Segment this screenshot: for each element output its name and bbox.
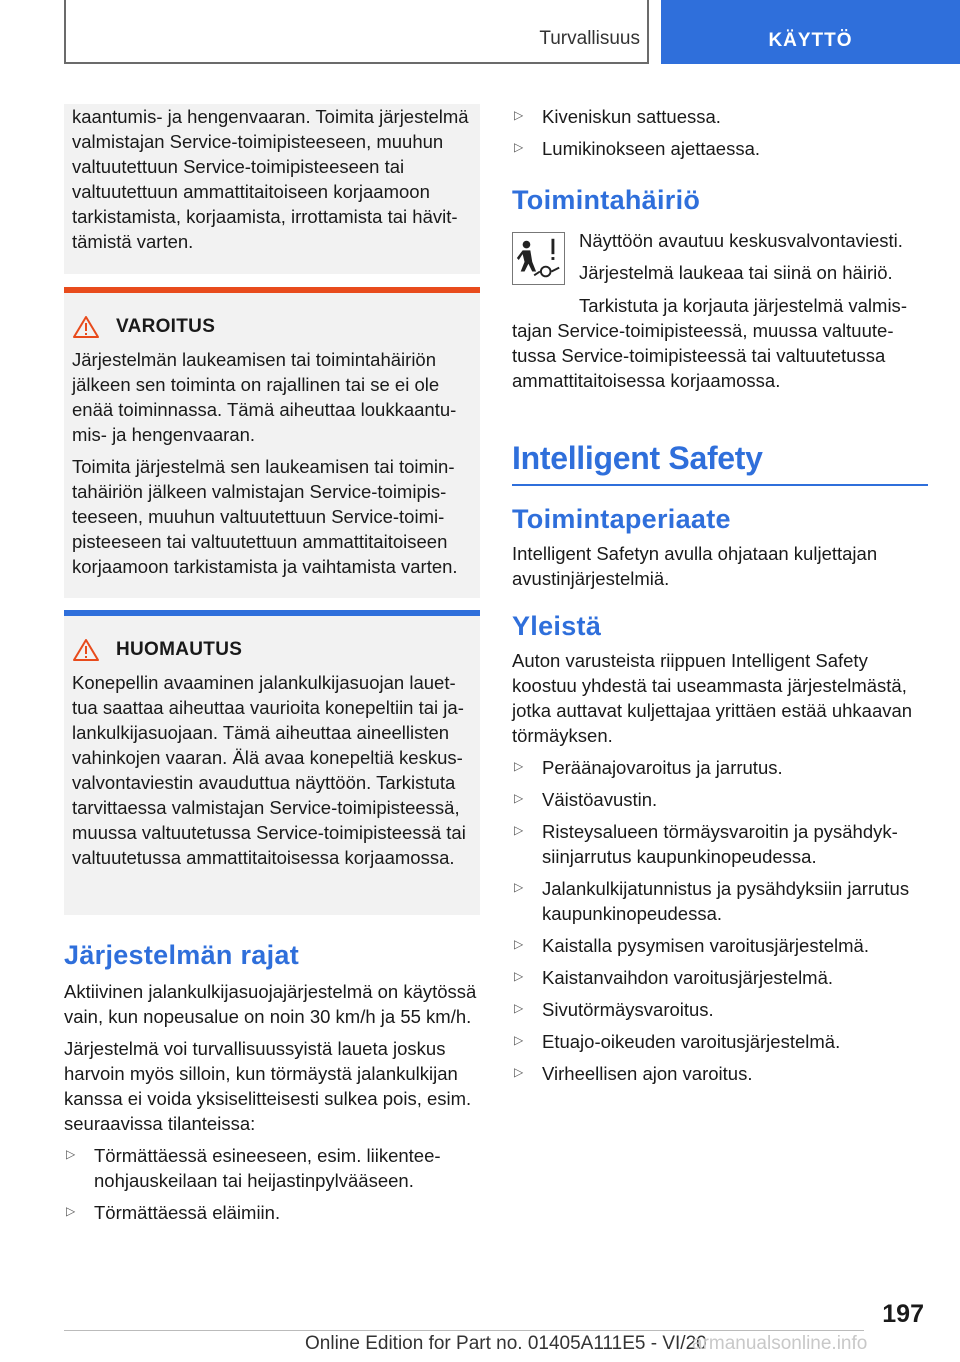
list-item: ▷ Sivutörmäysvaroitus.	[514, 999, 714, 1020]
warning-title-row	[72, 315, 472, 339]
limits-heading: Järjestelmän rajat	[64, 940, 300, 970]
note-title-row	[72, 638, 472, 662]
header-section-title: Turvallisuus	[539, 28, 640, 49]
list-item: ▷ Kaistalla pysymisen varoitusjärjestelmä.	[514, 935, 869, 956]
malfunction-paragraph-1: Näyttöön avautuu keskusvalvontaviesti.	[579, 230, 903, 251]
list-item: ▷ Kaistanvaihdon varoitusjärjestelmä.	[514, 967, 834, 988]
note-paragraph: Konepellin avaaminen jalankulkijasuojan lauettua saattaa aiheuttaa vaurioita konepeltiin tai jalankulkijasuojaan. Tämä aiheuttaa aineellisten vahinkojen vaaran. Älä avaa konepeltiä keskusvalvontaviestin avauduttua näyttöön. Tarkistuta tarvittaessa valmistajan Service-toimipisteessä, muussa valtuutetussa Service-toimipisteessä tai valtuutetussa ammattitaitoisessa korjaamossa.	[72, 672, 466, 868]
malfunction-paragraph-3: Tarkistuta ja korjauta järjestelmä valmistajan Service-toimipisteessä, muussa valtuutetussa Service-toimipisteessä tai valtuutetussa ammattitaitoisessa korjaamossa.	[512, 295, 907, 391]
limits-paragraph-2: Järjestelmä voi turvallisuussyistä laueta joskus harvoin myös silloin, kun törmäystä jalankulkijan kanssa ei voida yksiselitteisesti sulkea pois, esim. seuraavissa tilanteissa:	[64, 1038, 472, 1134]
system-malfunction-icon	[512, 232, 565, 285]
list-item: ▷ Etuajo-oikeuden varoitusjärjestelmä.	[514, 1031, 841, 1052]
triangle-bullet-icon: ▷	[66, 1204, 76, 1218]
header-chapter-tab: KÄYTTÖ	[661, 0, 960, 64]
triangle-bullet-icon: ▷	[514, 1033, 524, 1047]
limits-paragraph-1: Aktiivinen jalankulkijasuojajärjestelmä on käytössä vain, kun nopeusalue on noin 30 km/h ja 55 km/h.	[64, 981, 477, 1027]
top-bullets	[512, 104, 928, 168]
chapter-title: Intelligent Safety	[512, 440, 763, 476]
caution-triangle-icon	[72, 638, 100, 662]
title-underline	[512, 484, 928, 486]
warning-paragraph-2: Toimita järjestelmä sen laukeamisen tai toimintahäiriön jälkeen valmistajan Service-toimipisteeseen, muuhun valtuutettuun Service-toimipisteeseen tai valtuutettuun ammattitaitoiseen korjaamoon tarkistamista ja vaihtamista varten.	[72, 456, 458, 577]
warning-box	[64, 287, 480, 598]
right-column	[512, 0, 928, 1362]
note-title: HUOMAUTUS	[116, 639, 243, 660]
warning-triangle-icon	[72, 315, 100, 339]
list-item: ▷ Kiveniskun sattuessa.	[514, 106, 721, 127]
continued-info-box	[64, 104, 480, 274]
triangle-bullet-icon: ▷	[514, 108, 524, 122]
triangle-bullet-icon: ▷	[514, 880, 524, 894]
page-number: 197	[882, 1300, 924, 1328]
list-item: ▷ Virheellisen ajon varoitus.	[514, 1063, 753, 1084]
malfunction-heading: Toimintahäiriö	[512, 185, 701, 215]
list-item: ▷ Jalankulkijatunnistus ja pysähdyksiin jarrutus kaupunkinopeudessa.	[514, 878, 910, 924]
triangle-bullet-icon: ▷	[514, 937, 524, 951]
triangle-bullet-icon: ▷	[66, 1147, 76, 1161]
principle-heading: Toimintaperiaate	[512, 504, 731, 534]
list-item: ▷ Väistöavustin.	[514, 789, 658, 810]
triangle-bullet-icon: ▷	[514, 791, 524, 805]
malfunction-section	[512, 185, 928, 216]
triangle-bullet-icon: ▷	[514, 969, 524, 983]
triangle-bullet-icon: ▷	[514, 1065, 524, 1079]
list-item: ▷ Risteysalueen törmäysvaroitin ja pysähdyksiinjarrutus kaupunkinopeudessa.	[514, 821, 898, 867]
limits-section	[64, 940, 480, 1232]
list-item: ▷ Törmättäessä esineeseen, esim. liikenteenohjauskeilaan tai heijastinpylvääseen.	[66, 1145, 441, 1191]
limits-bullet-list	[64, 1143, 480, 1225]
general-paragraph: Auton varusteista riippuen Intelligent Safety koostuu yhdestä tai useammasta järjestelmästä, jotka auttavat kuljettajaa yrittäen estää uhkaavan törmäyksen.	[512, 650, 913, 746]
triangle-bullet-icon: ▷	[514, 759, 524, 773]
continued-paragraph: kaantumis- ja hengenvaaran. Toimita järjestelmä valmistajan Service-toimipisteeseen, muuhun valtuutettuun Service-toimipisteeseen tai valtuutettuun ammattitaitoiseen korjaamoon tarkistamista, korjaamista, irrottamista tai hävittämistä varten.	[72, 106, 469, 252]
footer-watermark: armanualsonline.info	[692, 1333, 868, 1354]
intelligent-safety-section	[512, 440, 928, 1093]
note-box	[64, 610, 480, 915]
list-item: ▷ Peräänajovaroitus ja jarrutus.	[514, 757, 783, 778]
malfunction-paragraph-2: Järjestelmä laukeaa tai siinä on häiriö.	[579, 262, 893, 283]
assist-systems-list	[512, 755, 928, 1086]
triangle-bullet-icon: ▷	[514, 140, 524, 154]
list-item: ▷ Törmättäessä eläimiin.	[66, 1202, 281, 1223]
general-heading: Yleistä	[512, 611, 602, 641]
footer-edition: Online Edition for Part no. 01405A111E5 - VI/20	[305, 1333, 707, 1354]
triangle-bullet-icon: ▷	[514, 1001, 524, 1015]
principle-paragraph: Intelligent Safetyn avulla ohjataan kuljettajan avustinjärjestelmiä.	[512, 543, 878, 589]
triangle-bullet-icon: ▷	[514, 823, 524, 837]
warning-paragraph-1: Järjestelmän laukeamisen tai toimintahäiriön jälkeen sen toiminta on rajallinen tai se ei ole enää toiminnassa. Tämä aiheuttaa loukkaantumis- ja hengenvaaran.	[72, 349, 457, 445]
top-bullet-list	[512, 104, 928, 161]
warning-title: VAROITUS	[116, 316, 216, 337]
list-item: ▷ Lumikinokseen ajettaessa.	[514, 138, 761, 159]
footer-divider	[64, 1330, 864, 1331]
left-column	[64, 0, 480, 1362]
